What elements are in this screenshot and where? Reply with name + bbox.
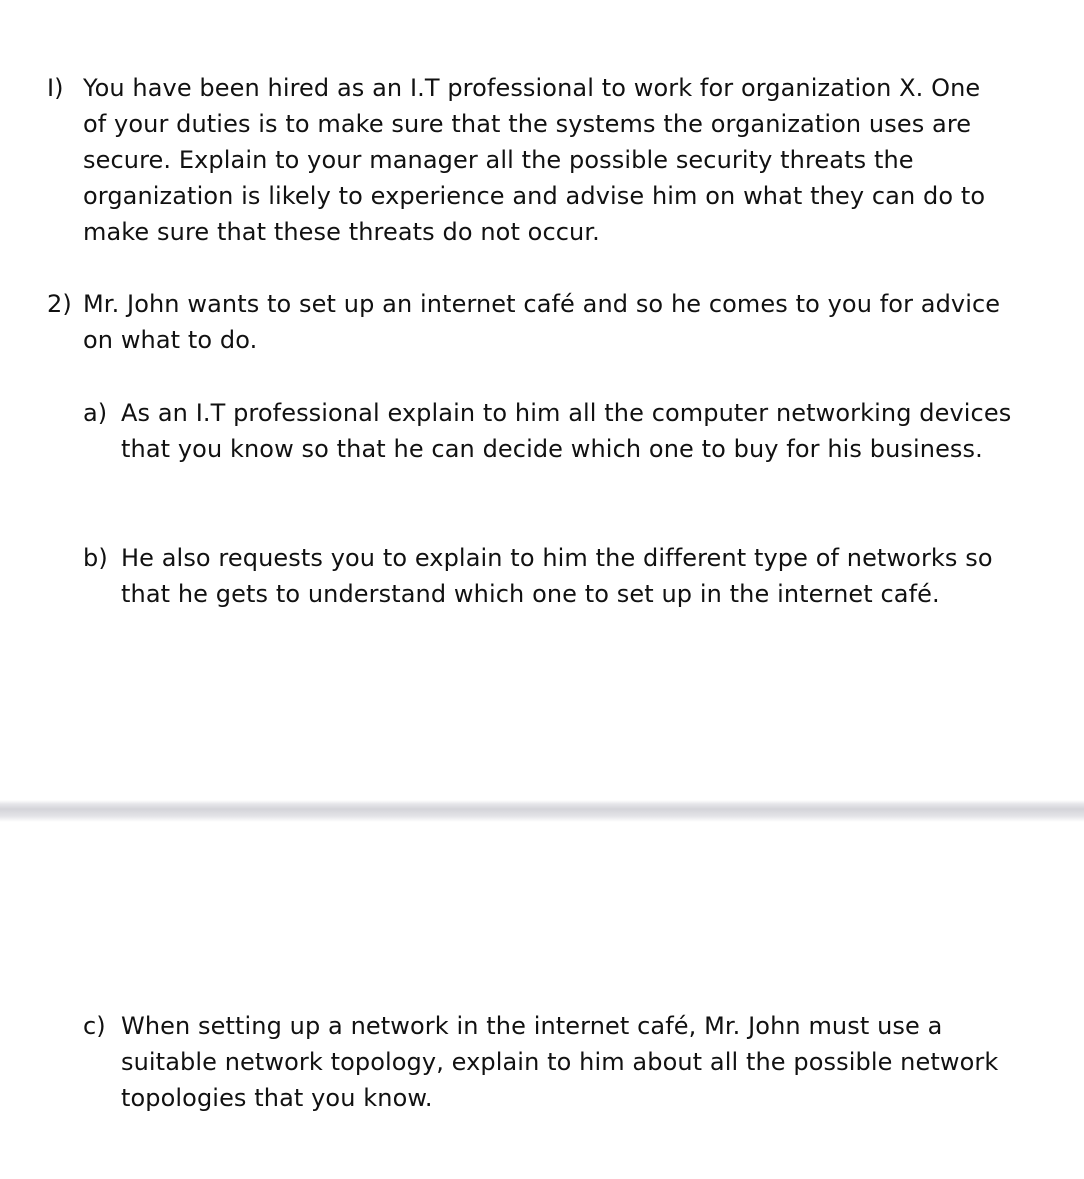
question-2b-text: He also requests you to explain to him the different type of networks so that he gets to understand which one to set up in the internet café. xyxy=(121,544,993,608)
question-2-text: Mr. John wants to set up an internet café and so he comes to you for advice on what to do. xyxy=(83,290,1001,354)
question-2a xyxy=(83,395,1013,467)
question-2-number: 2) xyxy=(47,290,72,318)
question-2b xyxy=(83,540,1013,612)
page-divider xyxy=(0,800,1084,822)
question-1-number: I) xyxy=(47,74,64,102)
question-1-text: You have been hired as an I.T professional to work for organization X. One of your duties is to make sure that the systems the organization uses are secure. Explain to your manager all the possible security threats the organization is likely to experience and advise him on what they can do to make sure that these threats do not occur. xyxy=(83,74,986,246)
question-2a-letter: a) xyxy=(83,399,108,427)
question-2c-text: When setting up a network in the internet café, Mr. John must use a suitable network topology, explain to him about all the possible network topologies that you know. xyxy=(121,1012,999,1112)
question-1 xyxy=(47,70,1007,250)
question-2c-letter: c) xyxy=(83,1012,106,1040)
question-2b-letter: b) xyxy=(83,544,108,572)
question-2c xyxy=(83,1008,1013,1116)
question-2 xyxy=(47,286,1007,358)
question-2a-text: As an I.T professional explain to him all the computer networking devices that you know so that he can decide which one to buy for his business. xyxy=(121,399,1012,463)
